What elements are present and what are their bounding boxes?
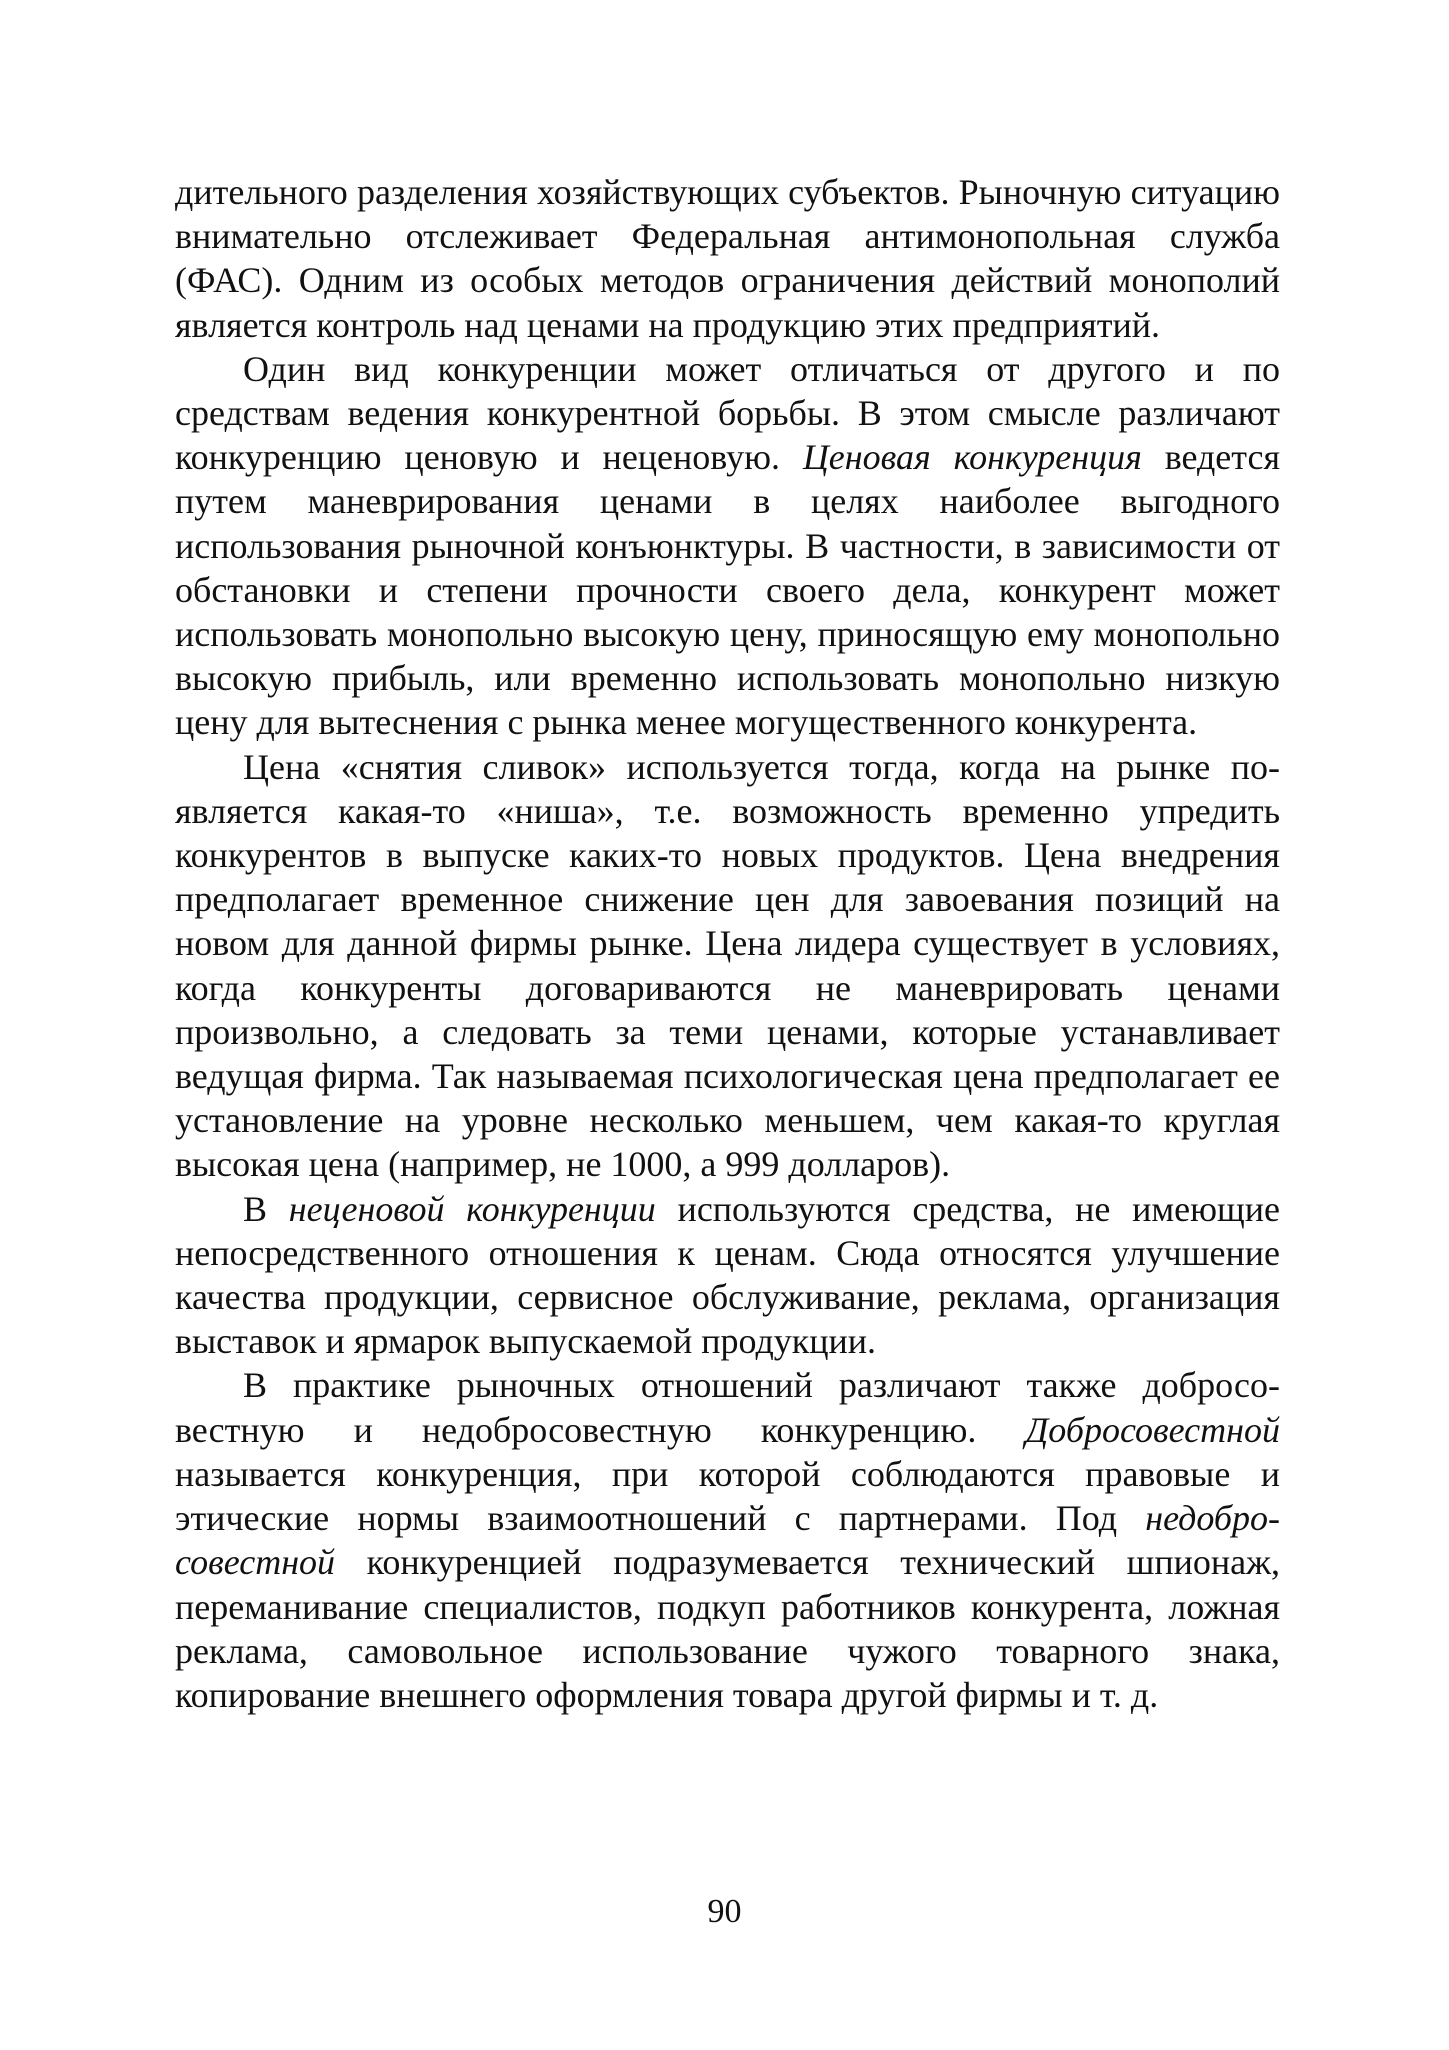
text-segment: В практике рыночных отношений различают также добросовестную и недобросовестную конкуренцию. (175, 1365, 1280, 1450)
text-segment: ведется путем маневрирования ценами в целях наиболее выгодного использования рыночной конъюнктуры. В частности, в зависимости от обстановки и степени прочности своего дела, конкурент может использовать монопольно высокую цену, приносящую ему монопольно высокую прибыль, или временно использовать монопольно низкую цену для вытеснения с рынка менее могущественного конкурента. (175, 437, 1280, 743)
paragraph (175, 745, 1280, 1187)
paragraph (175, 1363, 1280, 1717)
emphasized-term: Добросовестной (1025, 1409, 1280, 1450)
text-segment: используются средства, не имеющие непосредственного отношения к ценам. Сюда относятся улучшение качества продукции, сервисное обслуживание, реклама, организация выставок и ярмарок выпускаемой продукции. (175, 1188, 1280, 1362)
page-number: 90 (707, 1893, 742, 1930)
emphasized-term: неценовой конкуренции (288, 1188, 656, 1229)
text-segment: дительного разделения хозяйствующих субъектов. Рыночную ситуацию внимательно отслеживает Федеральная антимонопольная служба (ФАС). Одним из особых методов ограничения действий монополий является контроль над ценами на продукцию этих предприятий. (175, 172, 1280, 345)
text-segment: конкуренцией подразумевается технический шпионаж, переманивание специалистов, подкуп работников конкурента, ложная реклама, самовольное использование чужого товарного знака, копирование внешнего оформления товара другой фирмы и т. д. (175, 1542, 1280, 1715)
body-text (175, 170, 1280, 1717)
text-segment: называется конкуренция, при которой соблюдаются правовые и этические нормы взаимоотношений с партнерами. Под (175, 1453, 1280, 1539)
paragraph (175, 347, 1280, 745)
text-segment: Цена «снятия сливок» используется тогда, когда на рынке появляется какая-то «ниша», т.е. возможность временно упредить конкурентов в выпуске каких-то новых продуктов. Цена внедрения предполагает временное снижение цен для завоевания позиций на новом для данной фирмы рынке. Цена лидера существует в условиях, когда конкуренты договариваются не маневрировать ценами произвольно, а следовать за теми ценами, которые устанавливает ведущая фирма. Так называемая психологическая цена предполагает ее установление на уровне несколько меньшем, чем какая-то круглая высокая цена (например, не 1000, а 999 долларов). (175, 746, 1280, 1185)
text-segment: Один вид конкуренции может отличаться от другого и по средствам ведения конкурентной борьбы. В этом смысле различают конкуренцию ценовую и неценовую. (175, 348, 1280, 478)
text-segment: В (243, 1188, 289, 1229)
emphasized-term: недобросовестной (175, 1498, 1280, 1583)
paragraph (175, 1187, 1280, 1364)
paragraph (175, 170, 1280, 347)
emphasized-term: Ценовая конкуренция (802, 437, 1142, 478)
